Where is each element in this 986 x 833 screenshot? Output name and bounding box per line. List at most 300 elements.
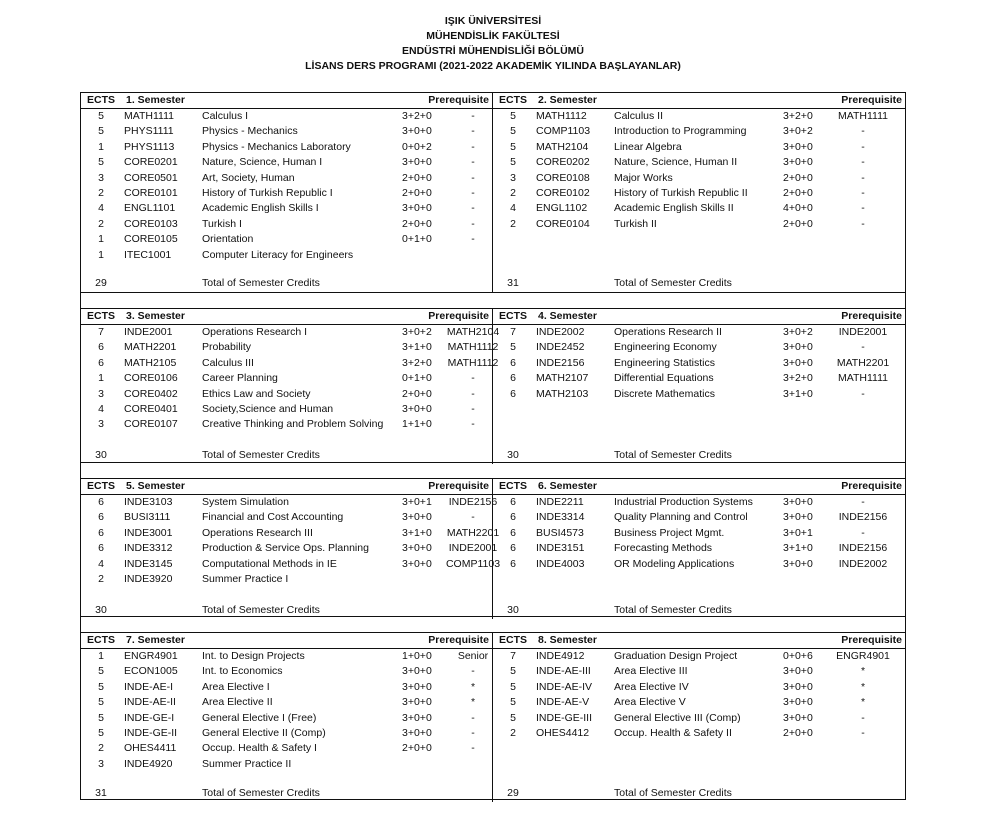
course-row <box>493 325 905 340</box>
course-prerequisite: - <box>471 156 475 169</box>
course-name: General Elective II (Comp) <box>202 726 326 739</box>
course-ects: 7 <box>510 326 516 338</box>
course-code: INDE2211 <box>536 496 584 508</box>
semester-header <box>493 309 905 325</box>
course-code: INDE-AE-V <box>536 696 590 709</box>
course-name: Financial and Cost Accounting <box>202 511 344 524</box>
course-name: Occup. Health & Safety I <box>202 742 317 755</box>
course-row <box>81 155 492 170</box>
course-row <box>81 726 492 741</box>
course-row <box>81 186 492 201</box>
semester-total-ects: 29 <box>95 277 107 289</box>
course-ects: 2 <box>510 726 516 739</box>
course-credits: 2+0+0 <box>402 742 432 755</box>
course-code: MATH2103 <box>536 387 589 400</box>
course-ects: 5 <box>510 125 516 138</box>
course-code: CORE0108 <box>536 171 590 184</box>
course-credits: 3+0+2 <box>783 125 813 138</box>
course-code: CORE0107 <box>124 418 178 431</box>
course-credits: 1+0+0 <box>402 650 432 662</box>
course-code: CORE0201 <box>124 156 178 169</box>
course-prerequisite: INDE2002 <box>838 557 888 570</box>
course-prerequisite: * <box>470 680 476 693</box>
course-prerequisite: * <box>860 696 866 709</box>
course-ects: 2 <box>510 186 516 199</box>
course-prerequisite: MATH1111 <box>838 110 888 122</box>
course-ects: 5 <box>510 680 516 693</box>
course-row <box>81 217 492 232</box>
semester-total-label: Total of Semester Credits <box>614 277 732 289</box>
course-name: Creative Thinking and Problem Solving <box>202 418 384 431</box>
course-ects: 4 <box>98 202 104 215</box>
course-code: INDE4912 <box>536 650 585 662</box>
course-prerequisite: * <box>860 665 866 678</box>
course-credits: 3+0+0 <box>402 680 432 693</box>
course-name: Turkish II <box>614 217 657 230</box>
course-ects: 6 <box>98 542 104 555</box>
course-code: INDE-GE-II <box>124 726 178 739</box>
course-credits: 2+0+0 <box>783 217 813 230</box>
course-row <box>81 741 492 756</box>
semester-pair-block <box>81 632 905 802</box>
semester-title: 2. Semester <box>538 94 597 106</box>
semester-total-ects: 30 <box>95 604 107 616</box>
course-ects: 3 <box>510 171 516 184</box>
semester-header <box>493 93 905 109</box>
course-name: System Simulation <box>202 496 289 508</box>
course-name: Forecasting Methods <box>614 542 713 555</box>
course-name: Engineering Statistics <box>614 356 715 369</box>
ects-column-header: ECTS <box>498 310 527 322</box>
course-prerequisite: * <box>860 680 866 693</box>
course-prerequisite: INDE2156 <box>448 496 498 508</box>
course-code: CORE0401 <box>124 402 178 415</box>
course-credits: 3+0+0 <box>402 511 432 524</box>
semester-8-panel <box>493 633 905 802</box>
course-ects: 1 <box>98 248 104 261</box>
course-credits: 3+0+2 <box>783 326 813 338</box>
semester-1-panel <box>81 93 493 292</box>
course-ects: 3 <box>98 757 104 770</box>
course-prerequisite: - <box>471 202 475 215</box>
semester-title: 5. Semester <box>126 480 185 492</box>
course-prerequisite: - <box>861 186 865 199</box>
course-ects: 7 <box>510 650 516 662</box>
course-name: Area Elective V <box>614 696 686 709</box>
course-credits: 3+0+0 <box>783 356 813 369</box>
course-row <box>493 510 905 525</box>
ects-column-header: ECTS <box>498 480 527 492</box>
course-ects: 2 <box>98 572 104 585</box>
course-ects: 6 <box>510 372 516 385</box>
course-credits: 3+0+0 <box>402 665 432 678</box>
semester-total-label: Total of Semester Credits <box>202 604 320 616</box>
course-name: Industrial Production Systems <box>614 496 753 508</box>
semester-title: 8. Semester <box>538 634 597 646</box>
course-row <box>81 557 501 572</box>
course-row <box>81 495 498 510</box>
course-ects: 3 <box>98 171 104 184</box>
course-ects: 4 <box>98 402 104 415</box>
course-ects: 2 <box>98 186 104 199</box>
course-credits: 3+0+0 <box>783 711 813 724</box>
course-ects: 6 <box>510 356 516 369</box>
course-code: CORE0106 <box>124 372 178 385</box>
course-prerequisite: * <box>470 696 476 709</box>
prerequisite-column-header: Prerequisite <box>841 634 902 646</box>
course-code: INDE-GE-I <box>124 711 175 724</box>
course-prerequisite: - <box>471 186 475 199</box>
semester-total-label: Total of Semester Credits <box>614 604 732 616</box>
course-row <box>493 387 905 402</box>
course-name: Introduction to Programming <box>614 125 747 138</box>
course-row <box>81 695 492 710</box>
course-ects: 5 <box>98 110 104 122</box>
course-row <box>493 186 905 201</box>
course-credits: 3+0+0 <box>783 665 813 678</box>
course-code: INDE3145 <box>124 557 173 570</box>
course-ects: 6 <box>98 356 104 369</box>
course-credits: 1+1+0 <box>402 418 432 431</box>
course-credits: 3+2+0 <box>402 110 432 122</box>
semester-5-panel <box>81 479 501 619</box>
semester-total-row <box>493 448 905 463</box>
course-row <box>493 340 905 355</box>
course-code: INDE3103 <box>124 496 173 508</box>
course-ects: 6 <box>510 496 516 508</box>
semester-total-row <box>493 276 905 291</box>
semester-total-row <box>81 448 492 463</box>
course-ects: 4 <box>98 557 104 570</box>
course-prerequisite: - <box>861 171 865 184</box>
block-separator <box>81 616 905 632</box>
course-ects: 5 <box>510 665 516 678</box>
course-name: History of Turkish Republic II <box>614 186 748 199</box>
course-row <box>81 757 492 772</box>
course-code: PHYS1111 <box>124 125 174 138</box>
course-prerequisite: - <box>471 110 475 122</box>
course-ects: 6 <box>98 341 104 354</box>
ects-column-header: ECTS <box>86 634 115 646</box>
semester-total-row <box>81 276 492 291</box>
semester-4-panel <box>493 309 905 464</box>
course-row <box>493 526 905 541</box>
course-prerequisite: COMP1103 <box>445 557 501 570</box>
course-credits: 2+0+0 <box>402 387 432 400</box>
course-credits: 3+0+0 <box>402 125 432 138</box>
course-credits: 3+1+0 <box>783 542 813 555</box>
course-prerequisite: - <box>471 171 475 184</box>
course-name: Calculus I <box>202 110 249 122</box>
course-row <box>81 124 492 139</box>
course-prerequisite: - <box>471 372 475 385</box>
course-code: INDE3312 <box>124 542 173 555</box>
semester-7-panel <box>81 633 493 802</box>
course-credits: 3+1+0 <box>783 387 813 400</box>
semester-header <box>493 479 905 495</box>
prerequisite-column-header: Prerequisite <box>428 634 489 646</box>
course-name: Calculus III <box>202 356 254 369</box>
course-row <box>493 664 905 679</box>
prerequisite-column-header: Prerequisite <box>841 94 902 106</box>
course-name: Turkish I <box>202 217 242 230</box>
course-credits: 3+0+0 <box>783 696 813 709</box>
course-prerequisite: - <box>471 665 475 678</box>
course-credits: 3+0+0 <box>783 557 813 570</box>
course-code: CORE0102 <box>536 186 590 199</box>
course-credits: 3+2+0 <box>783 110 813 122</box>
course-row <box>493 557 905 572</box>
course-ects: 5 <box>510 341 516 354</box>
course-name: Calculus II <box>614 110 664 122</box>
course-row <box>81 417 492 432</box>
course-row <box>493 541 905 556</box>
course-row <box>493 155 905 170</box>
course-name: Physics - Mechanics Laboratory <box>202 140 351 153</box>
semester-title: 4. Semester <box>538 310 597 322</box>
course-prerequisite: - <box>471 742 475 755</box>
course-row <box>493 217 905 232</box>
semester-header <box>81 479 492 495</box>
course-code: CORE0402 <box>124 387 178 400</box>
course-row <box>493 726 905 741</box>
block-separator <box>81 292 905 308</box>
semester-total-ects: 31 <box>507 277 519 289</box>
course-name: Occup. Health & Safety II <box>614 726 732 739</box>
course-credits: 2+0+0 <box>783 171 813 184</box>
course-code: CORE0202 <box>536 156 590 169</box>
course-prerequisite: - <box>861 496 865 508</box>
course-code: INDE3920 <box>124 572 173 585</box>
course-credits: 3+1+0 <box>402 526 432 539</box>
prerequisite-column-header: Prerequisite <box>841 310 902 322</box>
course-name: Area Elective I <box>202 680 270 693</box>
course-ects: 6 <box>510 542 516 555</box>
course-code: CORE0501 <box>124 171 178 184</box>
course-prerequisite: - <box>471 125 475 138</box>
course-prerequisite: - <box>861 140 865 153</box>
course-credits: 0+0+6 <box>783 650 813 662</box>
faculty-name: MÜHENDİSLİK FAKÜLTESİ <box>426 30 560 42</box>
semester-header <box>81 93 492 109</box>
course-credits: 2+0+0 <box>783 726 813 739</box>
course-ects: 5 <box>510 140 516 153</box>
course-ects: 1 <box>98 233 104 246</box>
course-row <box>81 402 492 417</box>
course-ects: 5 <box>510 711 516 724</box>
course-name: Graduation Design Project <box>614 650 738 662</box>
course-credits: 3+0+1 <box>402 496 432 508</box>
course-row <box>493 371 905 386</box>
course-credits: 3+0+0 <box>402 696 432 709</box>
course-name: Art, Society, Human <box>202 171 295 184</box>
course-name: Area Elective II <box>202 696 273 709</box>
course-prerequisite: - <box>471 140 475 153</box>
course-prerequisite: - <box>471 418 475 431</box>
course-name: Differential Equations <box>614 372 714 385</box>
semester-total-label: Total of Semester Credits <box>202 787 320 799</box>
course-row <box>493 649 905 664</box>
course-code: INDE3001 <box>124 526 173 539</box>
course-row <box>81 572 492 587</box>
ects-column-header: ECTS <box>86 310 115 322</box>
document-header <box>0 14 986 74</box>
course-name: Probability <box>202 341 252 354</box>
ects-column-header: ECTS <box>86 480 115 492</box>
semester-header <box>81 309 492 325</box>
course-ects: 5 <box>510 156 516 169</box>
course-credits: 3+0+2 <box>402 326 432 338</box>
course-code: INDE-AE-III <box>536 665 591 678</box>
course-ects: 6 <box>510 526 516 539</box>
course-name: Ethics Law and Society <box>202 387 311 400</box>
course-code: ECON1005 <box>124 665 178 678</box>
course-code: MATH1111 <box>124 110 174 122</box>
course-name: Nature, Science, Human II <box>614 156 738 169</box>
course-row <box>81 325 500 340</box>
course-row <box>81 541 498 556</box>
course-code: CORE0103 <box>124 217 178 230</box>
department-name: ENDÜSTRİ MÜHENDİSLİĞİ BÖLÜMÜ <box>402 45 584 57</box>
course-code: INDE3314 <box>536 511 585 524</box>
course-credits: 3+0+0 <box>402 542 432 555</box>
course-row <box>81 680 492 695</box>
course-credits: 3+0+0 <box>783 140 813 153</box>
course-code: MATH2105 <box>124 356 177 369</box>
course-row <box>493 109 905 124</box>
course-prerequisite: - <box>861 217 865 230</box>
course-credits: 3+0+0 <box>783 680 813 693</box>
course-row <box>81 664 492 679</box>
course-prerequisite: - <box>861 156 865 169</box>
course-ects: 4 <box>510 202 516 215</box>
course-ects: 6 <box>510 557 516 570</box>
course-prerequisite: - <box>861 711 865 724</box>
course-name: Academic English Skills II <box>614 202 734 215</box>
course-name: Area Elective IV <box>614 680 689 693</box>
course-row <box>81 387 492 402</box>
semester-6-panel <box>493 479 905 619</box>
course-code: INDE-AE-IV <box>536 680 593 693</box>
course-ects: 7 <box>98 326 104 338</box>
semester-title: 6. Semester <box>538 480 597 492</box>
semester-total-label: Total of Semester Credits <box>614 449 732 461</box>
course-credits: 3+0+0 <box>402 711 432 724</box>
semester-total-ects: 29 <box>507 787 519 799</box>
semester-2-panel <box>493 93 905 292</box>
prerequisite-column-header: Prerequisite <box>841 480 902 492</box>
course-row <box>493 171 905 186</box>
course-row <box>493 495 905 510</box>
semester-header <box>493 633 905 649</box>
course-ects: 3 <box>98 387 104 400</box>
course-credits: 3+0+0 <box>402 156 432 169</box>
course-code: INDE-GE-III <box>536 711 593 724</box>
course-ects: 2 <box>510 217 516 230</box>
course-credits: 2+0+0 <box>402 186 432 199</box>
course-ects: 6 <box>98 496 104 508</box>
semester-pair-block <box>81 93 905 292</box>
course-name: Area Elective III <box>614 665 688 678</box>
course-credits: 3+0+0 <box>402 202 432 215</box>
semester-title: 1. Semester <box>126 94 185 106</box>
semester-total-row <box>493 786 905 801</box>
course-prerequisite: MATH2201 <box>836 356 890 369</box>
course-row <box>81 109 492 124</box>
course-ects: 5 <box>98 726 104 739</box>
course-credits: 3+2+0 <box>783 372 813 385</box>
course-credits: 2+0+0 <box>783 186 813 199</box>
course-prerequisite: - <box>471 387 475 400</box>
course-credits: 3+0+0 <box>402 557 432 570</box>
course-prerequisite: - <box>471 217 475 230</box>
course-credits: 3+2+0 <box>402 356 432 369</box>
course-name: Engineering Economy <box>614 341 717 354</box>
course-row <box>493 695 905 710</box>
course-ects: 6 <box>510 387 516 400</box>
course-ects: 5 <box>510 696 516 709</box>
course-name: Int. to Economics <box>202 665 283 678</box>
course-credits: 3+0+0 <box>783 156 813 169</box>
course-code: MATH2201 <box>124 341 177 354</box>
course-code: COMP1103 <box>536 125 591 138</box>
course-name: Major Works <box>614 171 673 184</box>
prerequisite-column-header: Prerequisite <box>428 310 489 322</box>
course-name: Summer Practice I <box>202 572 289 585</box>
course-prerequisite: MATH1112 <box>447 356 499 369</box>
course-credits: 3+0+0 <box>402 402 432 415</box>
course-prerequisite: - <box>861 726 865 739</box>
course-name: Business Project Mgmt. <box>614 526 725 539</box>
course-prerequisite: - <box>861 341 865 354</box>
course-credits: 3+0+1 <box>783 526 813 539</box>
course-name: Career Planning <box>202 372 278 385</box>
course-name: Operations Research II <box>614 326 722 338</box>
course-credits: 3+1+0 <box>402 341 432 354</box>
course-credits: 2+0+0 <box>402 217 432 230</box>
semester-total-ects: 30 <box>507 449 519 461</box>
course-name: Discrete Mathematics <box>614 387 715 400</box>
course-prerequisite: MATH1112 <box>447 341 499 354</box>
course-credits: 3+0+0 <box>783 511 813 524</box>
course-code: MATH2104 <box>536 140 589 153</box>
course-prerequisite: - <box>471 726 475 739</box>
semester-pair-block <box>81 308 905 464</box>
course-credits: 0+0+2 <box>402 140 432 153</box>
course-name: History of Turkish Republic I <box>202 186 333 199</box>
course-prerequisite: INDE2156 <box>838 542 888 555</box>
course-row <box>81 356 499 371</box>
course-row <box>81 526 500 541</box>
course-prerequisite: - <box>471 711 475 724</box>
course-code: ENGL1102 <box>536 202 588 215</box>
semester-header <box>81 633 492 649</box>
course-credits: 3+0+0 <box>783 341 813 354</box>
prerequisite-column-header: Prerequisite <box>428 480 489 492</box>
course-name: Production & Service Ops. Planning <box>202 542 369 555</box>
course-name: Int. to Design Projects <box>202 650 305 662</box>
course-ects: 2 <box>98 742 104 755</box>
course-code: INDE2452 <box>536 341 585 354</box>
course-ects: 5 <box>510 110 516 122</box>
semester-total-label: Total of Semester Credits <box>202 449 320 461</box>
semester-total-label: Total of Semester Credits <box>614 787 732 799</box>
course-prerequisite: INDE2001 <box>838 326 888 338</box>
semester-total-ects: 31 <box>95 787 107 799</box>
course-code: INDE3151 <box>536 542 585 555</box>
course-credits: 4+0+0 <box>783 202 813 215</box>
course-name: Nature, Science, Human I <box>202 156 323 169</box>
